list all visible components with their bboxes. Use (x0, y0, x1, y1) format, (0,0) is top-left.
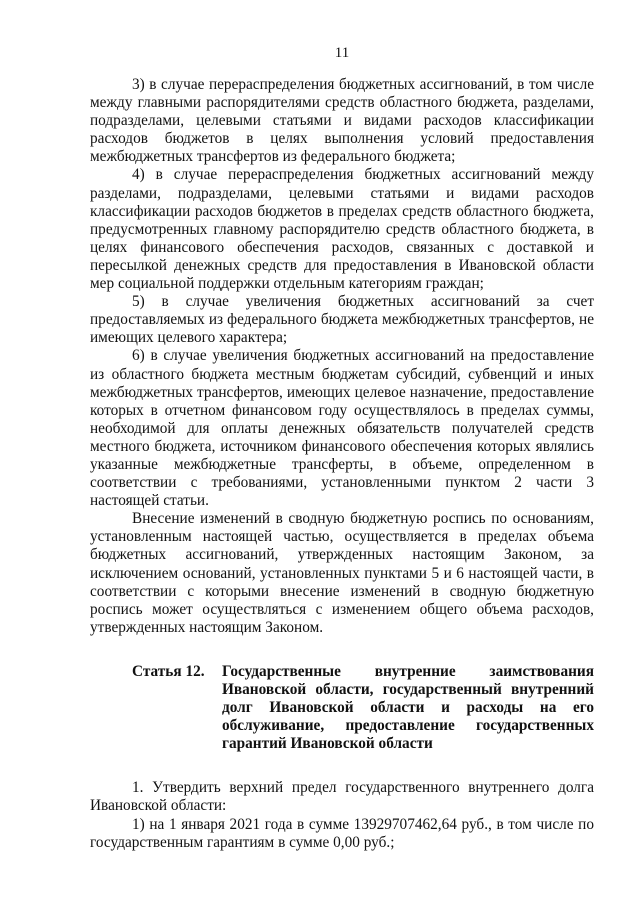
paragraph-item-6: 6) в случае увеличения бюджетных ассигнований на предоставление из областного бюджета местным бюджетам субсидий, субвенций и иных межбюджетных трансфертов, имеющих целевое назначение, предоставление которых в отчетном финансовом году осуществлялось в пределах суммы, необходимой для оплаты денежных обязательств получателей средств местного бюджета, источником финансового обеспечения которых являлись указанные межбюджетные трансферты, в объеме, определенном в соответствии с требованиями, установленными пунктом 2 части 3 настоящей статьи. (90, 347, 594, 510)
paragraph-clause-1: 1. Утвердить верхний предел государственного внутреннего долга Ивановской области: (90, 779, 594, 815)
paragraph-amendment-note: Внесение изменений в сводную бюджетную роспись по основаниям, установленным настоящей частью, осуществляется в пределах объема бюджетных ассигнований, утвержденных настоящим Законом, за исключением оснований, установленных пунктами 5 и 6 настоящей части, в соответствии с которыми внесение изменений в сводную бюджетную роспись может осуществляться с изменением общего объема расходов, утвержденных настоящим Законом. (90, 510, 594, 636)
paragraph-subclause-1: 1) на 1 января 2021 года в сумме 13929707462,64 руб., в том числе по государственным гарантиям в сумме 0,00 руб.; (90, 815, 594, 851)
article-label: Статья 12. (132, 662, 205, 680)
article-heading (90, 663, 594, 753)
document-body (90, 76, 594, 852)
article-title: Государственные внутренние заимствования Ивановской области, государственный внутренний долг Ивановской области и расходы на его обслуживание, предоставление государственных гарантий Ивановской области (222, 662, 594, 753)
paragraph-item-3: 3) в случае перераспределения бюджетных ассигнований, в том числе между главными распорядителями средств областного бюджета, разделами, подразделами, целевыми статьями и видами расходов классификации расходов бюджетов в целях выполнения условий предоставления межбюджетных трансфертов из федерального бюджета; (90, 76, 594, 166)
paragraph-item-5: 5) в случае увеличения бюджетных ассигнований за счет предоставляемых из федерального бюджета межбюджетных трансфертов, не имеющих целевого характера; (90, 293, 594, 347)
article-body (90, 779, 594, 851)
page-number: 11 (334, 45, 350, 61)
paragraph-item-4: 4) в случае перераспределения бюджетных ассигнований между разделами, подразделами, целевыми статьями и видами расходов классификации расходов бюджетов в пределах средств областного бюджета, предусмотренных главному распорядителю средств областного бюджета, в целях финансового обеспечения расходов, связанных с доставкой и пересылкой денежных средств для предоставления в Ивановской области мер социальной поддержки отдельным категориям граждан; (90, 166, 594, 293)
